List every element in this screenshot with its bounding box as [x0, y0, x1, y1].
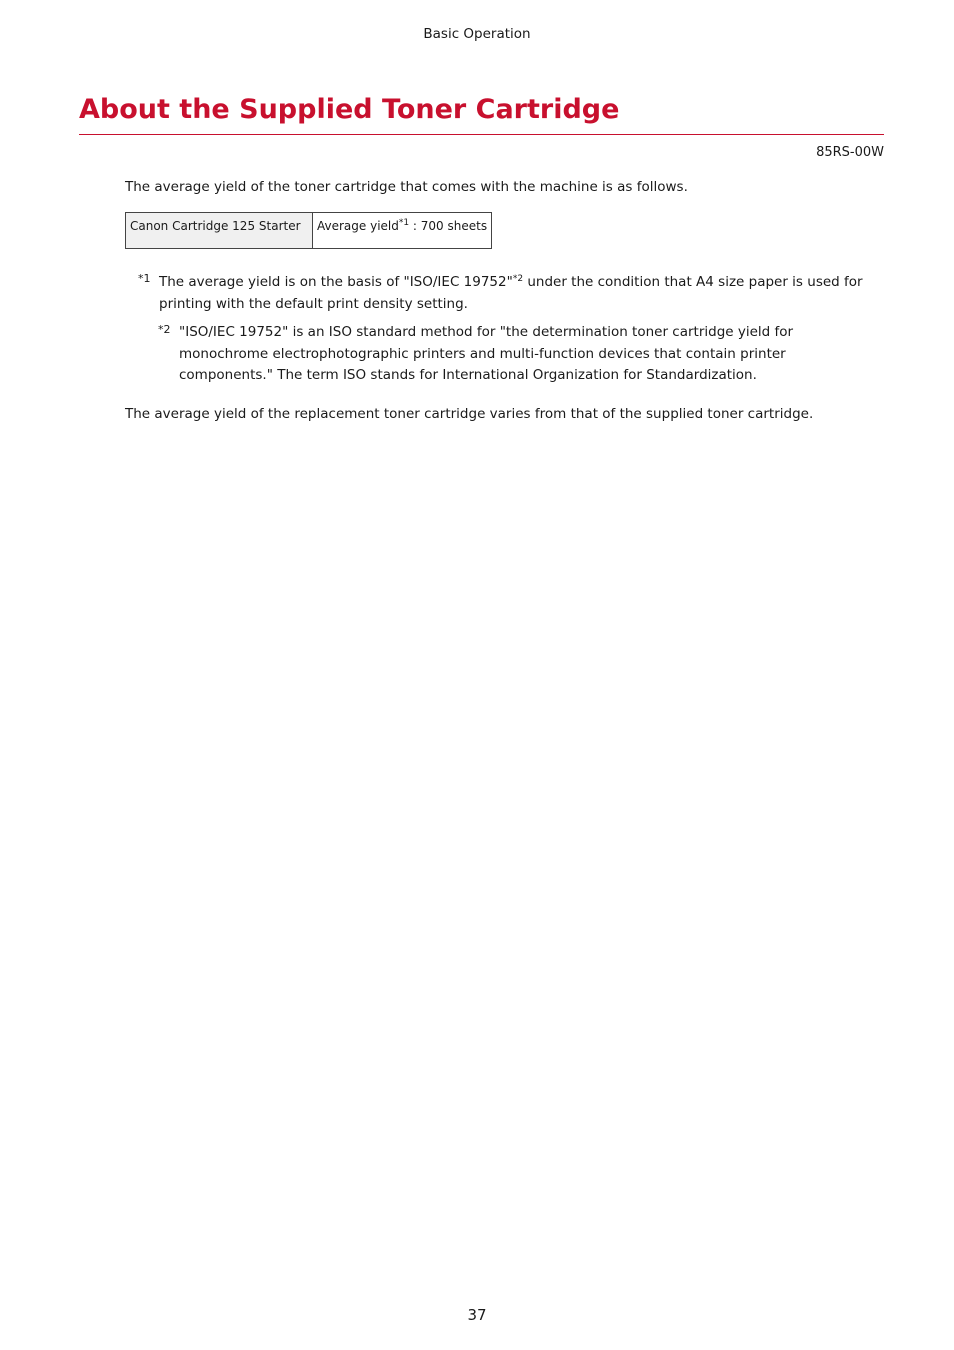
footnote-2	[158, 322, 839, 387]
footnote-1-mark: *1	[138, 272, 151, 285]
document-code: 85RS-00W	[816, 145, 884, 160]
footnote-2-mark: *2	[158, 323, 171, 336]
yield-table	[125, 212, 492, 249]
intro-paragraph: The average yield of the toner cartridge that comes with the machine is as follows.	[125, 179, 688, 195]
yield-value: : 700 sheets	[409, 219, 488, 233]
footnote-1-text-after: under the condition that A4 size paper is used for printing with the default print density setting.	[159, 274, 863, 312]
title-rule	[79, 134, 884, 135]
footnote-ref-2: *2	[512, 274, 524, 284]
yield-value-cell	[313, 213, 492, 249]
page-number: 37	[467, 1306, 487, 1324]
cartridge-name-cell: Canon Cartridge 125 Starter	[126, 213, 313, 249]
closing-paragraph: The average yield of the replacement toner cartridge varies from that of the supplied toner cartridge.	[125, 406, 814, 422]
table-row	[126, 213, 492, 249]
footnote-ref-1: *1	[398, 218, 410, 228]
yield-label: Average yield	[317, 219, 399, 233]
footnote-1	[138, 272, 874, 315]
running-header: Basic Operation	[423, 26, 531, 42]
footnote-2-text: "ISO/IEC 19752" is an ISO standard method for "the determination toner cartridge yield for monochrome electrophotographic printers and multi-function devices that contain printer components." The term ISO stands for International Organization for Standardization.	[179, 324, 794, 383]
footnote-1-text-before: The average yield is on the basis of "ISO/IEC 19752"	[159, 274, 513, 290]
page-title: About the Supplied Toner Cartridge	[79, 94, 620, 125]
